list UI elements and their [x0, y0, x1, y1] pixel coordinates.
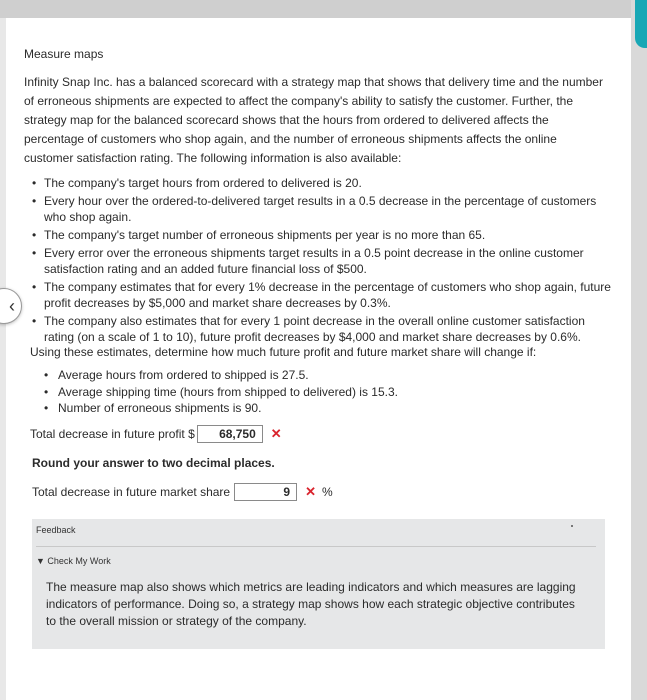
rounding-note: Round your answer to two decimal places.	[32, 456, 275, 470]
scenario-item: • Average hours from ordered to shipped is 27.5.	[44, 367, 398, 384]
x-mark-icon: ✕	[305, 484, 317, 499]
chevron-left-icon[interactable]: ‹	[0, 288, 22, 324]
feedback-dot	[571, 525, 573, 527]
feedback-divider	[36, 546, 596, 547]
info-item: • The company estimates that for every 1% decrease in the percentage of customers who shop again, future profit decreases by $5,000 and market share decreases by 0.3%.	[32, 279, 612, 311]
feedback-label: Feedback	[36, 525, 76, 535]
feedback-panel	[32, 519, 605, 649]
percent-unit: %	[322, 485, 333, 499]
scenario-item: • Average shipping time (hours from shipped to delivered) is 15.3.	[44, 384, 398, 401]
chat-bubble-icon[interactable]	[635, 0, 647, 48]
scenario-item: • Number of erroneous shipments is 90.	[44, 400, 398, 417]
info-item: • The company's target hours from ordered to delivered is 20.	[32, 175, 612, 191]
share-input[interactable]: 9	[234, 483, 297, 501]
check-my-work-toggle[interactable]: ▼ Check My Work	[36, 556, 111, 566]
feedback-text: The measure map also shows which metrics are leading indicators and which measures are lagging indicators of performance. Doing so, a strategy map shows how each strategic objective contributes to the overall mission or strategy of the company.	[46, 580, 576, 628]
top-band	[0, 0, 647, 18]
left-edge	[0, 18, 6, 700]
question-prompt: Using these estimates, determine how much future profit and future market share will change if:	[30, 345, 537, 359]
profit-input[interactable]: 68,750	[197, 425, 263, 443]
info-item: • Every hour over the ordered-to-delivered target results in a 0.5 decrease in the percentage of customers who shop again.	[32, 193, 612, 225]
profit-answer-row	[30, 425, 282, 443]
x-mark-icon: ✕	[270, 426, 282, 441]
question-title: Measure maps	[24, 47, 104, 61]
scenario-list	[44, 367, 398, 417]
profit-label: Total decrease in future profit $	[30, 427, 195, 441]
share-answer-row	[32, 483, 333, 501]
info-item: • The company's target number of erroneous shipments per year is no more than 65.	[32, 227, 612, 243]
share-label: Total decrease in future market share	[32, 485, 231, 499]
right-strip	[631, 0, 647, 700]
question-intro: Infinity Snap Inc. has a balanced scorecard with a strategy map that shows that delivery time and the number of erroneous shipments are expected to affect the company's ability to satisfy the customer. Further, the strategy map for the balanced scorecard shows that the hours from ordered to delivered affects the percentage of customers who shop again, and the number of erroneous shipments affects the online customer satisfaction rating. The following information is also available:	[24, 75, 603, 165]
info-list	[32, 175, 612, 347]
info-item: • Every error over the erroneous shipments target results in a 0.5 point decrease in the online customer satisfaction rating and an added future financial loss of $500.	[32, 245, 612, 277]
info-item: • The company also estimates that for every 1 point decrease in the overall online customer satisfaction rating (on a scale of 1 to 10), future profit decreases by $4,000 and market share decreases by 0.6%.	[32, 313, 612, 345]
